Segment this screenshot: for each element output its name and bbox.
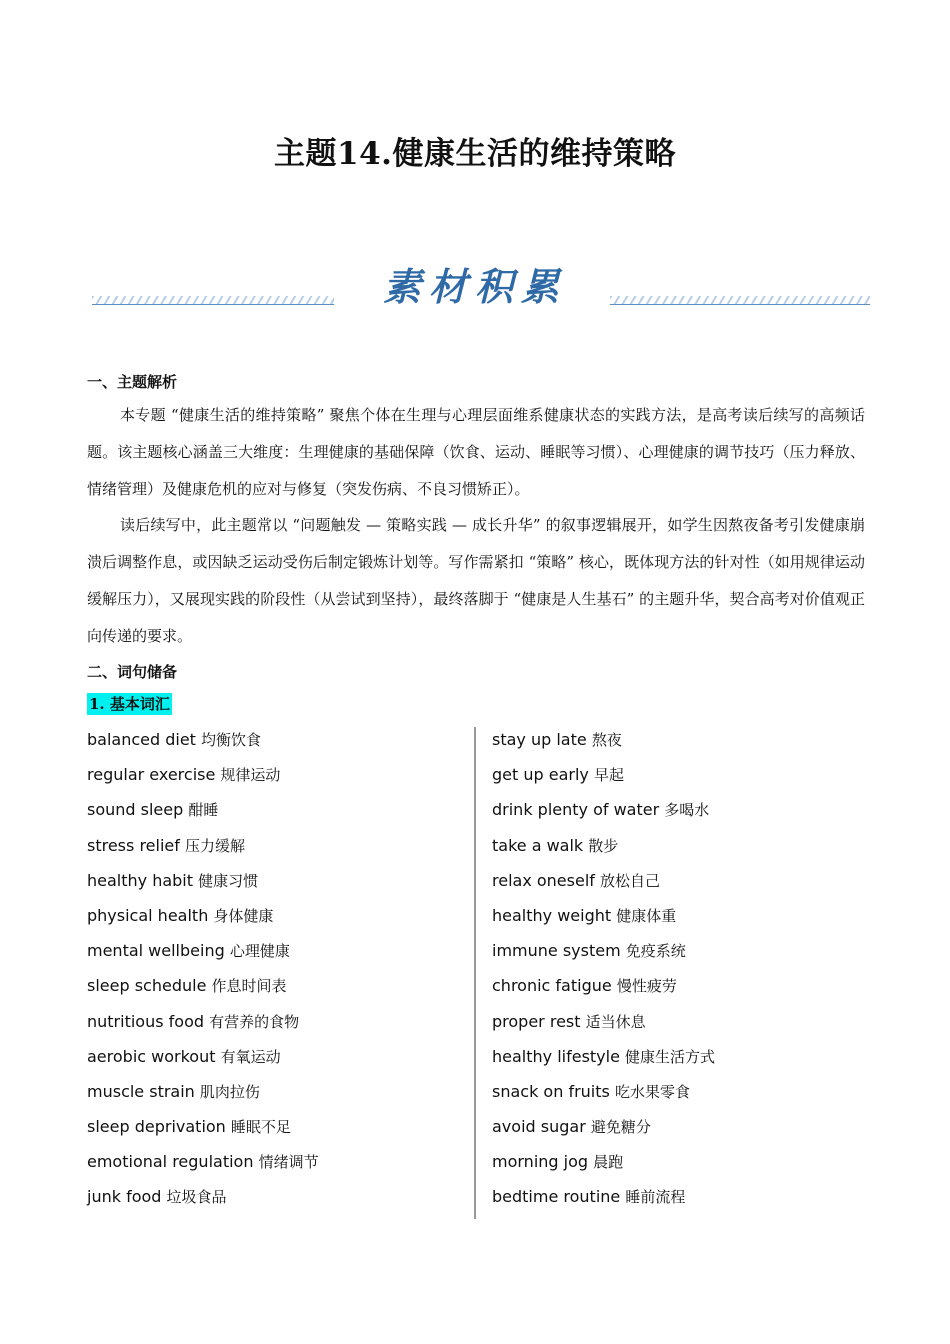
- vocab-chinese: 规律运动: [220, 766, 281, 785]
- vocab-item: [87, 1039, 319, 1074]
- vocab-item: [87, 968, 319, 1003]
- vocab-english: morning jog: [492, 1152, 589, 1172]
- vocab-english: drink plenty of water: [492, 800, 660, 820]
- vocab-item: [87, 757, 319, 792]
- vocab-item: [492, 828, 715, 863]
- vocab-english: stay up late: [492, 730, 587, 749]
- vocab-chinese: 避免糖分: [590, 1118, 651, 1137]
- vocab-english: proper rest: [492, 1011, 581, 1031]
- vocab-english: healthy lifestyle: [492, 1046, 620, 1066]
- vocab-chinese: 熬夜: [591, 731, 622, 749]
- vocab-english: immune system: [492, 941, 621, 961]
- paragraph-1: 本专题 “健康生活的维持策略” 聚焦个体在生理与心理层面维系健康状态的实践方法，是高考读后续写的高频话题。该主题核心涵盖三大维度：生理健康的基础保障（饮食、运动、睡眠等习惯）、心理健康的调节技巧（压力释放、情绪管理）及健康危机的应对与修复（突发伤病、不良习惯矫正）。: [87, 406, 865, 498]
- section-banner: 素材积累: [382, 264, 567, 309]
- vocab-item: [492, 1039, 715, 1074]
- vocab-english: sound sleep: [87, 800, 184, 820]
- vocab-english: stress relief: [87, 835, 180, 855]
- vocab-item: [87, 933, 319, 968]
- vocab-english: bedtime routine: [492, 1187, 621, 1207]
- vocab-item: [87, 1109, 319, 1144]
- vocab-item: [87, 863, 319, 898]
- vocab-english: sleep schedule: [87, 976, 207, 996]
- vocab-english: avoid sugar: [492, 1117, 586, 1137]
- vocab-chinese: 酣睡: [188, 801, 219, 820]
- vocab-english: healthy weight: [492, 905, 612, 925]
- vocab-english: balanced diet: [87, 730, 196, 749]
- vocab-chinese: 早起: [593, 766, 624, 785]
- vocab-item: [492, 1109, 715, 1144]
- vocab-english: get up early: [492, 765, 589, 785]
- vocab-item: [492, 722, 715, 757]
- banner-decoration-left: [92, 296, 334, 305]
- vocab-list-left: [87, 722, 319, 1215]
- vocab-item: [87, 792, 319, 827]
- vocab-english: mental wellbeing: [87, 941, 225, 961]
- vocab-chinese: 有营养的食物: [209, 1012, 300, 1031]
- vocab-chinese: 肌肉拉伤: [199, 1082, 260, 1101]
- vocab-chinese: 垃圾食品: [166, 1188, 227, 1207]
- vocab-chinese: 放松自己: [600, 871, 661, 890]
- vocab-chinese: 晨跑: [593, 1153, 624, 1172]
- vocab-chinese: 压力缓解: [184, 836, 245, 855]
- vocab-english: aerobic workout: [87, 1046, 216, 1066]
- vocab-chinese: 睡眠不足: [230, 1118, 291, 1137]
- vocab-item: [87, 1144, 319, 1179]
- vocab-chinese: 多喝水: [664, 801, 710, 820]
- vocab-item: [492, 1004, 715, 1039]
- vocab-chinese: 适当休息: [585, 1012, 646, 1031]
- vocab-item: [492, 968, 715, 1003]
- vocab-chinese: 均衡饮食: [201, 731, 262, 749]
- vocab-chinese: 有氧运动: [220, 1047, 281, 1066]
- subheading-basic-vocab: 1. 基本词汇: [89, 695, 170, 713]
- vocab-chinese: 心理健康: [229, 942, 290, 961]
- vocab-english: chronic fatigue: [492, 976, 612, 996]
- vocab-english: take a walk: [492, 835, 584, 855]
- vocab-chinese: 吃水果零食: [614, 1082, 690, 1101]
- vocab-english: snack on fruits: [492, 1081, 610, 1101]
- section-heading-vocabulary: 二、词句储备: [87, 663, 178, 681]
- vocab-chinese: 健康体重: [616, 906, 677, 925]
- vocab-english: muscle strain: [87, 1081, 195, 1101]
- vocab-item: [87, 898, 319, 933]
- section-heading-analysis: 一、主题解析: [87, 373, 178, 391]
- vocab-chinese: 睡前流程: [625, 1188, 686, 1207]
- vocab-english: regular exercise: [87, 765, 216, 785]
- page-title: 主题14.健康生活的维持策略: [274, 136, 676, 172]
- banner-decoration-right: [610, 296, 870, 305]
- vocab-item: [492, 1144, 715, 1179]
- vocab-chinese: 健康生活方式: [625, 1047, 716, 1066]
- vocab-chinese: 散步: [588, 836, 619, 855]
- vocab-english: physical health: [87, 905, 209, 925]
- vocab-chinese: 情绪调节: [258, 1153, 319, 1172]
- vocab-item: [492, 933, 715, 968]
- vocab-english: sleep deprivation: [87, 1117, 226, 1137]
- vocab-item: [492, 1074, 715, 1109]
- vocab-english: junk food: [87, 1187, 162, 1207]
- vocab-chinese: 慢性疲劳: [616, 977, 677, 996]
- vocab-item: [492, 863, 715, 898]
- vocab-chinese: 作息时间表: [211, 977, 287, 996]
- vocab-item: [492, 1179, 715, 1214]
- vocab-item: [87, 828, 319, 863]
- vocab-chinese: 健康习惯: [198, 871, 259, 890]
- vocab-item: [87, 1074, 319, 1109]
- vocab-item: [492, 792, 715, 827]
- paragraph-2: 读后续写中，此主题常以 “问题触发 — 策略实践 — 成长升华” 的叙事逻辑展开，如学生因熬夜备考引发健康崩溃后调整作息，或因缺乏运动受伤后制定锻炼计划等。写作需紧扣 “策略” 核心，既体现方法的针对性（如用规律运动缓解压力），又展现实践的阶段性（从尝试到坚持），最终落脚于 “健康是人生基石” 的主题升华，契合高考对价值观正向传递的要求。: [87, 516, 865, 645]
- vocab-english: nutritious food: [87, 1011, 205, 1031]
- vocab-chinese: 免疫系统: [625, 942, 686, 961]
- vocab-item: [87, 722, 319, 757]
- vocab-item: [87, 1004, 319, 1039]
- vocab-list-right: [492, 722, 715, 1215]
- vocab-english: emotional regulation: [87, 1152, 254, 1172]
- vocab-english: healthy habit: [87, 870, 194, 890]
- vocab-english: relax oneself: [492, 870, 595, 890]
- vocab-item: [492, 898, 715, 933]
- vocab-item: [492, 757, 715, 792]
- vocab-chinese: 身体健康: [213, 906, 274, 925]
- vocab-item: [87, 1179, 319, 1214]
- column-divider: [474, 727, 476, 1219]
